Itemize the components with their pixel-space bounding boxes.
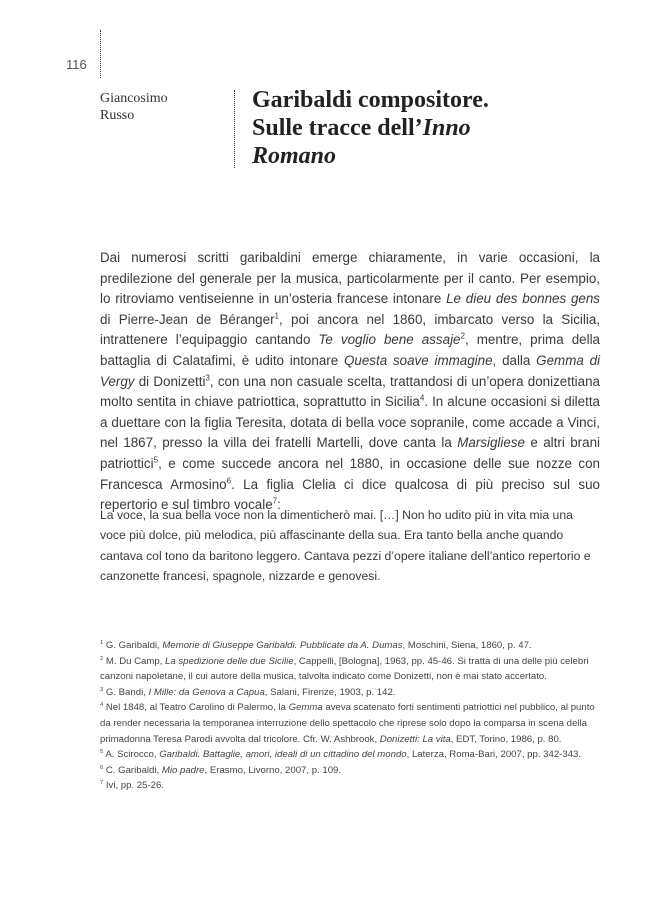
footnote-italic: I Mille: da Genova a Capua	[148, 686, 265, 698]
footnote-ref-1[interactable]: 1	[274, 311, 279, 321]
footnote-number: 4	[100, 702, 104, 709]
body-text-run: , con una non casuale scelta, trattandosi di un’opera donizettiana molto sentita in chiave patriottica, soprattutto in Sicilia	[100, 373, 600, 410]
body-italic-run: Marsigliese	[457, 435, 525, 451]
footnote-7	[100, 778, 600, 794]
footnote-text: Nel 1848, al Teatro Carolino di Palermo, la	[103, 702, 289, 714]
footnote-ref-2[interactable]: 2	[460, 331, 465, 341]
footnote-text: Ivi, pp. 25-26.	[103, 780, 164, 792]
footnote-ref-6[interactable]: 6	[226, 476, 232, 486]
footnote-3	[100, 685, 600, 701]
page-number-rule	[100, 30, 101, 78]
body-paragraph	[100, 248, 600, 516]
footnote-text: , Laterza, Roma-Bari, 2007, pp. 342-343.	[406, 749, 582, 761]
footnote-number: 3	[100, 686, 104, 693]
body-text-run: . La figlia Clelia ci dice qualcosa di più preciso sul suo repertorio e sul timbro vocale	[100, 476, 600, 513]
footnote-text: , Cappelli, [Bologna], 1963, pp. 45-46. Si tratta di una delle più celebri canzoni napoletane, il cui autore della musica, talvolta indicato come Donizetti, non è mai stato accertato.	[100, 655, 589, 683]
footnote-italic: Donizetti: La vita	[379, 733, 451, 745]
chapter-title	[252, 86, 572, 170]
body-text-run: , poi ancora nel 1860, imbarcato verso la Sicilia, intrattenere l’equipaggio cantando	[100, 311, 600, 348]
body-text-run: :	[277, 497, 281, 513]
footnote-number: 2	[100, 655, 104, 662]
title-line-1: Garibaldi compositore.	[252, 87, 489, 113]
author-last-name: Russo	[100, 108, 135, 123]
footnote-italic: Gemma	[288, 702, 323, 714]
footnote-6	[100, 763, 600, 779]
body-italic-run: Le dieu des bonnes gens	[446, 291, 601, 307]
footnote-text: G. Bandi,	[103, 686, 149, 698]
body-text-run: di Donizetti	[134, 373, 206, 389]
footnotes	[100, 638, 600, 794]
footnote-text: C. Garibaldi,	[103, 764, 162, 776]
footnote-text: , Moschini, Siena, 1860, p. 47.	[402, 640, 532, 651]
body-text-run: e altri brani patriottici	[100, 435, 600, 471]
block-quote: La voce, la sua bella voce non la dimenticherò mai. […] Non ho udito più in vita mia una voce più dolce, più melodica, più affascinante della sua. Era tanto bella anche quando cantava col tono da baritono leggero. Cantava pezzi d’opere italiane dell’antico repertorio e canzonette francesi, spagnole, nizzarde e genovesi.	[100, 508, 591, 584]
footnote-italic: Mio padre	[161, 764, 205, 776]
footnote-ref-7[interactable]: 7	[272, 496, 278, 506]
footnote-ref-3[interactable]: 3	[205, 373, 210, 383]
title-line-2-italic: Inno	[422, 115, 471, 141]
footnote-number: 5	[100, 748, 104, 755]
body-text-run: di Pierre-Jean de Béranger	[100, 311, 275, 327]
body-italic-run: Questa soave immagine	[343, 352, 493, 368]
footnote-text: M. Du Camp,	[103, 655, 166, 667]
body-text-run: , dalla	[492, 352, 537, 368]
footnote-text: , Erasmo, Livorno, 2007, p. 109.	[204, 764, 342, 776]
footnote-italic: Memorie di Giuseppe Garibaldi. Pubblicate da A. Dumas	[162, 640, 403, 651]
footnote-number: 7	[100, 780, 104, 787]
body-text-run: , mentre, prima della battaglia di Calatafimi, è udito intonare	[100, 332, 601, 368]
footnote-text: , Salani, Firenze, 1903, p. 142.	[264, 686, 396, 698]
body-text-run: . In alcune occasioni si diletta a duettare con la figlia Teresita, dotata di bella voce sopranile, come accade a Vinci, nel 1867, presso la villa dei fratelli Martelli, dove canta la	[100, 394, 600, 451]
title-line-3: Romano	[252, 143, 337, 169]
body-italic-run: Gemma di Vergy	[100, 352, 601, 389]
footnote-text: A. Scirocco,	[103, 749, 160, 761]
footnote-number: 1	[100, 639, 104, 646]
footnote-text: G. Garibaldi,	[103, 640, 163, 651]
title-line-2	[252, 114, 572, 142]
title-rule	[234, 90, 235, 168]
body-italic-run: Te voglio bene assaje	[318, 332, 461, 348]
body-text-run: Dai numerosi scritti garibaldini emerge chiaramente, in varie occasioni, la predilezione del generale per la musica, particolarmente per il canto. Per esempio, lo ritroviamo ventiseienne in un’osteria francese intonare	[100, 250, 600, 307]
author-name	[100, 90, 215, 124]
footnote-5	[100, 747, 600, 763]
footnote-ref-4[interactable]: 4	[419, 393, 425, 403]
footnote-number: 6	[100, 764, 104, 771]
author-first-name: Giancosimo	[100, 91, 168, 106]
footnote-ref-5[interactable]: 5	[153, 455, 159, 465]
footnote-text: aveva scatenato forti sentimenti patriottici nel pubblico, al punto da render necessaria la temporanea interruzione dello spettacolo che riprese solo dopo la comparsa in scena della primadonna Teresa Parodi avvolta dal tricolore. Cfr. W. Ashbrook,	[100, 702, 595, 745]
page-number: 116	[66, 57, 87, 72]
footnote-4	[100, 700, 600, 747]
footnote-2	[100, 654, 600, 685]
footnote-italic: Garibaldi. Battaglie, amori, ideali di un cittadino del mondo	[159, 749, 407, 761]
footnote-1	[100, 638, 600, 654]
footnote-italic: La spedizione delle due Sicilie	[165, 655, 294, 667]
footnote-text: , EDT, Torino, 1986, p. 80.	[450, 733, 562, 745]
body-text-run: , e come succede ancora nel 1880, in occasione delle sue nozze con Francesca Armosino	[100, 455, 600, 492]
title-line-2-text: Sulle tracce dell’	[252, 115, 423, 141]
